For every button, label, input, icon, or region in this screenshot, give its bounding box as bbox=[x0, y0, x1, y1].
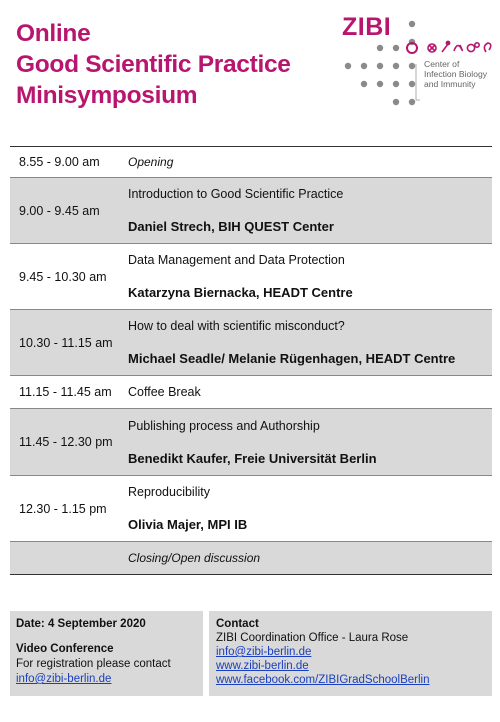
row-time: 11.45 - 12.30 pm bbox=[19, 435, 113, 449]
contact-facebook-link[interactable]: www.facebook.com/ZIBIGradSchoolBerlin bbox=[216, 674, 430, 686]
zibi-logo bbox=[336, 12, 496, 122]
row-time bbox=[10, 542, 120, 574]
row-session: Reproducibility bbox=[128, 485, 210, 499]
row-time: 11.15 - 11.45 am bbox=[19, 385, 112, 399]
row-time: 9.45 - 10.30 am bbox=[19, 269, 107, 284]
logo-subtitle: Center of Infection Biology and Immunity bbox=[424, 59, 488, 89]
contact-office: ZIBI Coordination Office - Laura Rose bbox=[216, 632, 409, 644]
schedule-row bbox=[10, 476, 492, 542]
title-line-1: Online bbox=[16, 20, 91, 47]
event-title bbox=[16, 18, 346, 111]
row-speaker: Olivia Majer, MPI IB bbox=[128, 517, 248, 532]
schedule-row bbox=[10, 310, 492, 376]
row-session: Closing/Open discussion bbox=[128, 551, 261, 565]
registration-text: For registration please contact bbox=[16, 658, 171, 670]
row-speaker: Benedikt Kaufer, Freie Universität Berlin bbox=[128, 450, 377, 466]
row-session: Opening bbox=[128, 155, 174, 169]
registration-email-link[interactable]: info@zibi-berlin.de bbox=[16, 673, 112, 685]
row-speaker: Daniel Strech, BIH QUEST Center bbox=[128, 219, 334, 234]
contact-box bbox=[209, 611, 492, 696]
schedule-row bbox=[10, 178, 492, 244]
row-session: Coffee Break bbox=[128, 385, 201, 399]
row-time: 8.55 - 9.00 am bbox=[19, 155, 100, 169]
logo-pathogen-icons bbox=[428, 41, 491, 52]
schedule-row bbox=[10, 244, 492, 310]
schedule-row bbox=[10, 147, 492, 178]
title-line-2: Good Scientific Practice bbox=[16, 51, 291, 78]
row-session: Data Management and Data Protection bbox=[128, 253, 345, 267]
row-session: Introduction to Good Scientific Practice bbox=[128, 187, 344, 201]
event-date: Date: 4 September 2020 bbox=[16, 618, 146, 630]
contact-title: Contact bbox=[216, 618, 259, 630]
schedule-row bbox=[10, 542, 492, 574]
row-session: How to deal with scientific misconduct? bbox=[128, 319, 345, 333]
row-time: 12.30 - 1.15 pm bbox=[19, 501, 107, 516]
event-info-box bbox=[10, 611, 203, 696]
logo-wordmark: ZIBI bbox=[342, 13, 392, 41]
row-time: 9.00 - 9.45 am bbox=[19, 203, 100, 218]
contact-website-link[interactable]: www.zibi-berlin.de bbox=[216, 660, 309, 672]
schedule-table bbox=[10, 146, 492, 575]
row-session: Publishing process and Authorship bbox=[128, 418, 320, 433]
title-line-3: Minisymposium bbox=[16, 82, 198, 109]
schedule-row bbox=[10, 409, 492, 476]
schedule-row bbox=[10, 376, 492, 409]
video-conference-label: Video Conference bbox=[16, 643, 114, 655]
row-speaker: Katarzyna Biernacka, HEADT Centre bbox=[128, 285, 353, 300]
row-time: 10.30 - 11.15 am bbox=[19, 335, 113, 350]
contact-email-link[interactable]: info@zibi-berlin.de bbox=[216, 646, 312, 658]
row-speaker: Michael Seadle/ Melanie Rügenhagen, HEADT Centre bbox=[128, 351, 456, 366]
